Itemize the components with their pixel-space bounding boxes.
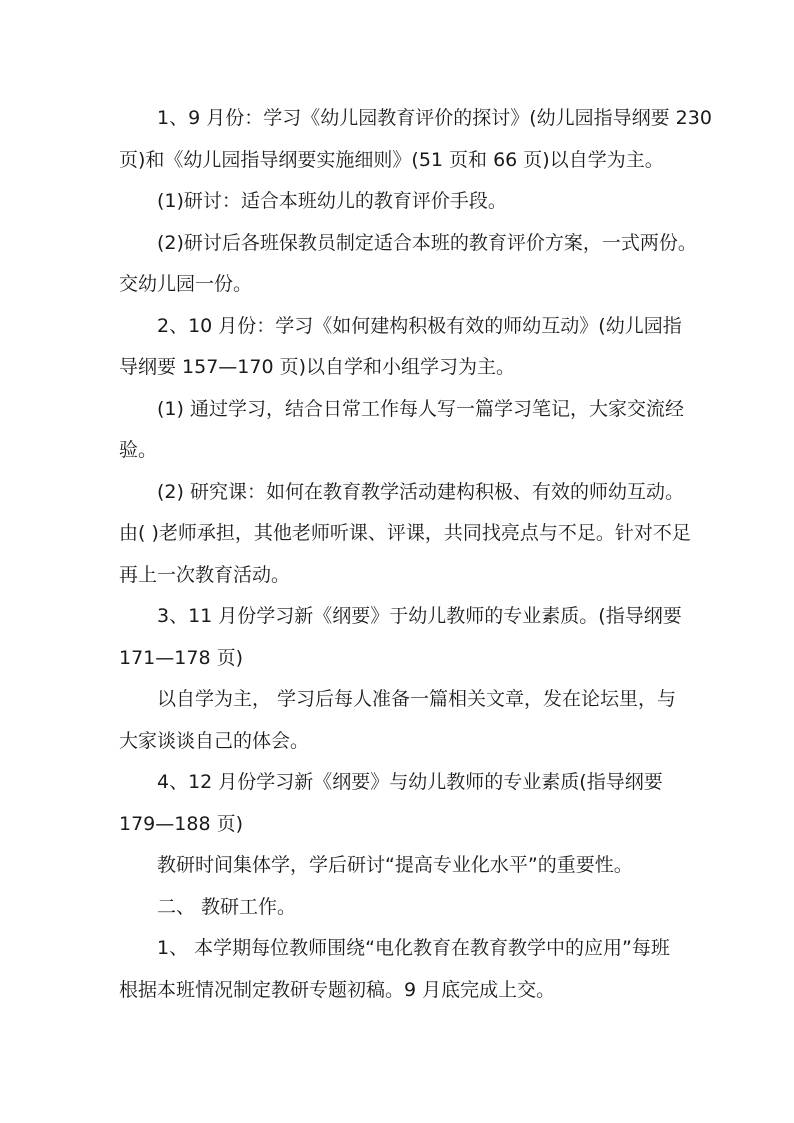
text-line: 179—188 页) [119, 812, 243, 835]
text-line: 3、11 月份学习新《纲要》于幼儿教师的专业素质。(指导纲要 [157, 605, 682, 627]
text-line: 2、10 月份：学习《如何建构积极有效的师幼互动》(幼儿园指 [157, 314, 682, 337]
text-line: 171—178 页) [119, 646, 243, 669]
text-line: (1)研讨：适合本班幼儿的教育评价手段。 [157, 190, 507, 212]
text-line: 验。 [119, 439, 158, 461]
text-line: (2)研讨后各班保教员制定适合本班的教育评价方案，一式两份。 [157, 231, 697, 254]
text-line: 交幼儿园一份。 [119, 273, 253, 295]
text-line: (1) 通过学习，结合日常工作每人写一篇学习笔记，大家交流经 [157, 397, 684, 420]
text-line: 由( )老师承担，其他老师听课、评课，共同找亮点与不足。针对不足 [119, 522, 691, 544]
text-line: (2) 研究课：如何在教育教学活动建构积极、有效的师幼互动。 [157, 480, 684, 503]
text-line: 1、 本学期每位教师围绕“电化教育在教育教学中的应用”每班 [157, 937, 670, 959]
document-body [119, 98, 712, 1011]
text-line: 根据本班情况制定教研专题初稿。9 月底完成上交。 [119, 978, 556, 1001]
text-line: 导纲要 157—170 页)以自学和小组学习为主。 [119, 356, 516, 378]
text-line: 以自学为主， 学习后每人准备一篇相关文章，发在论坛里，与 [157, 688, 677, 710]
text-line: 二、 教研工作。 [157, 895, 297, 918]
text-line: 4、12 月份学习新《纲要》与幼儿教师的专业素质(指导纲要 [157, 771, 663, 793]
text-line: 1、9 月份：学习《幼儿园教育评价的探讨》(幼儿园指导纲要 230 [157, 107, 712, 129]
text-line: 再上一次教育活动。 [119, 563, 291, 586]
text-line: 大家谈谈自己的体会。 [119, 729, 310, 752]
text-line: 页)和《幼儿园指导纲要实施细则》(51 页和 66 页)以自学为主。 [119, 148, 664, 171]
text-line: 教研时间集体学，学后研讨“提高专业化水平”的重要性。 [157, 854, 633, 876]
